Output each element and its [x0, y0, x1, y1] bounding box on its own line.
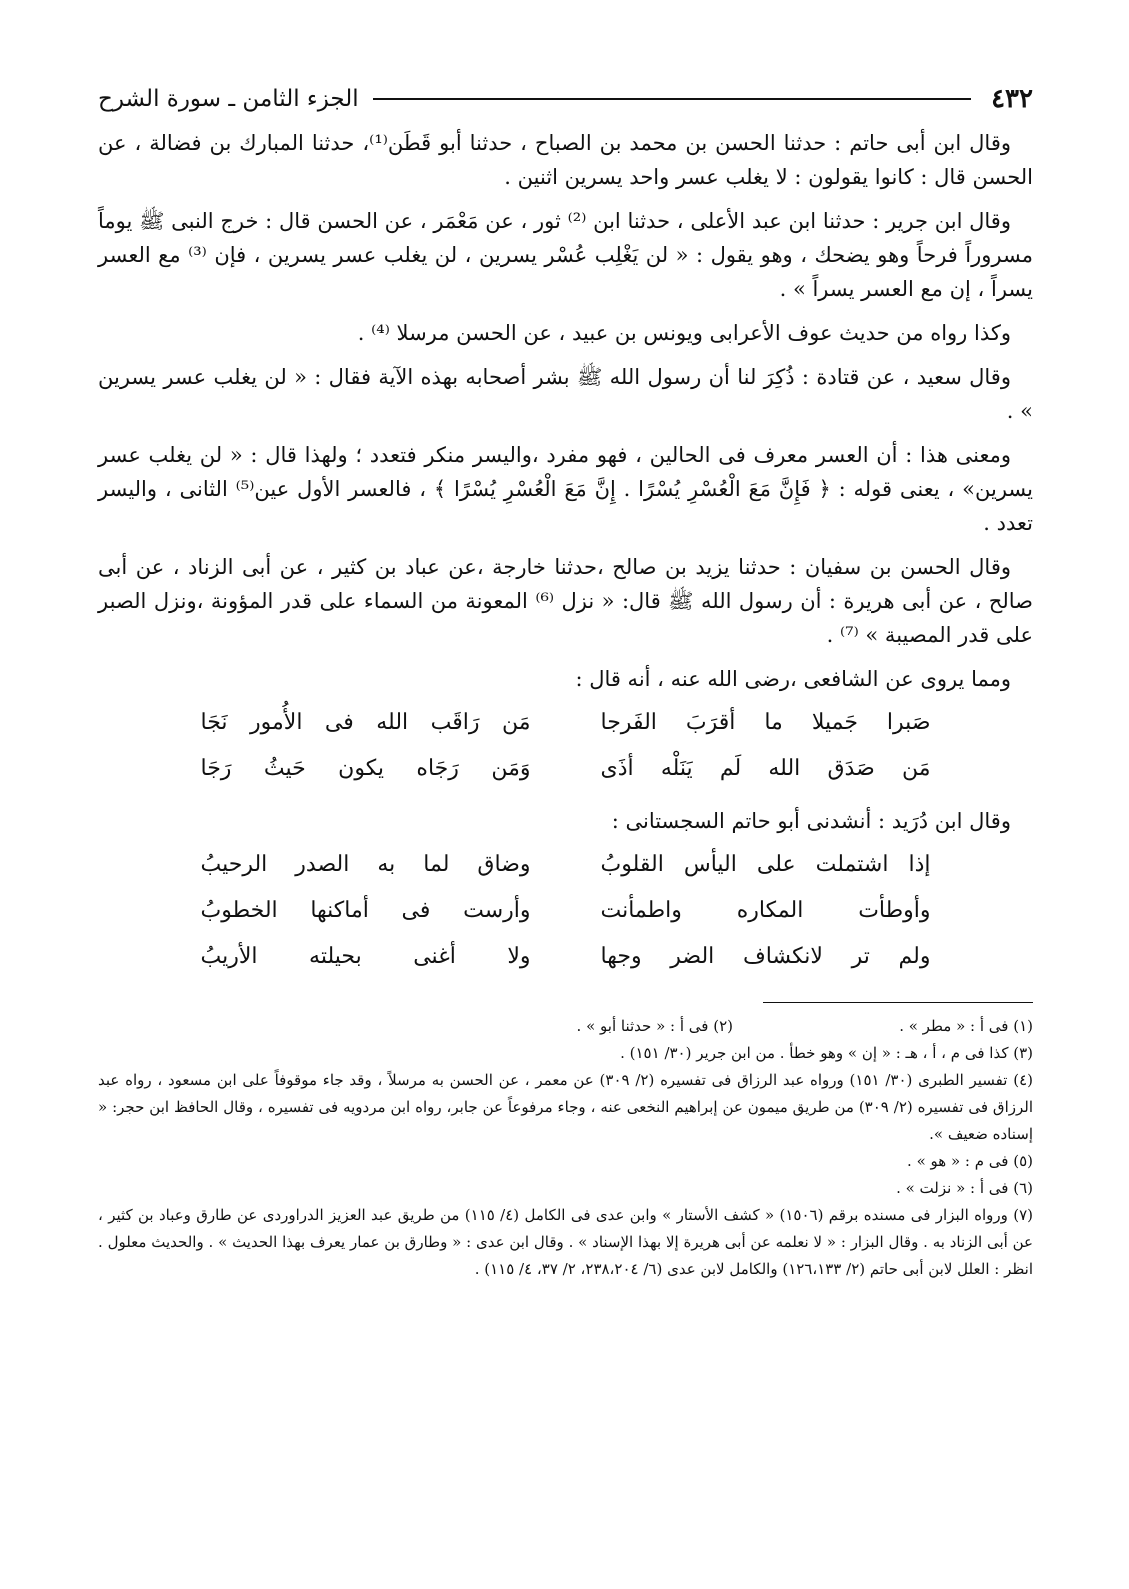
- page-number: ٤٣٢: [991, 84, 1033, 114]
- verse-second-half: مَن رَاقَب الله فى الأُمور نَجَا: [200, 710, 531, 735]
- running-header: [98, 78, 1033, 120]
- paragraph-5: ومعنى هذا : أن العسر معرف فى الحالين ، فهو مفرد ،واليسر منكر فتعدد ؛ ولهذا قال : « لن يغلب عسر يسرين» ، يعنى قوله : ﴿ فَإِنَّ مَعَ الْعُسْرِ يُسْرًا . إِنَّ مَعَ الْعُسْرِ يُسْرًا ﴾ ، فالعسر الأول عين⁽⁵⁾ الثانى ، واليسر تعدد .: [98, 443, 1034, 535]
- footnote-row: [98, 1013, 1033, 1040]
- footnote-7: (٧) ورواه البزار فى مسنده برقم (١٥٠٦) « كشف الأستار » وابن عدى فى الكامل (٤/ ١١٥) من طريق عبد العزيز الدراوردى عن طارق وعباد بن كثير ، عن أبى الزناد به . وقال البزار : « لا نعلمه عن أبى هريرة إلا بهذا الإسناد » . وقال ابن عدى : « وطارق بن عمار يعرف بهذا الحديث » . والحديث معلول . انظر : العلل لابن أبى حاتم (٢/ ١٢٦،١٣٣) والكامل لابن عدى (٦/ ٢٣٨،٢٠٤، ٢/ ٣٧، ٤/ ١١٥) .: [98, 1206, 1033, 1278]
- footnote-3: (٣) كذا فى م ، أ ، هـ : « إن » وهو خطأ . من ابن جرير (٣٠/ ١٥١) .: [620, 1044, 1033, 1062]
- poem-2-intro: وقال ابن دُرَيد : أنشدنى أبو حاتم السجستانى :: [611, 809, 1011, 833]
- footnotes: [98, 1013, 1033, 1283]
- verse-second-half: وأرست فى أماكنها الخطوبُ: [200, 898, 531, 923]
- running-title: الجزء الثامن ـ سورة الشرح: [98, 86, 359, 112]
- verse-first-half: مَن صَدَق الله لَم يَنَلْه أذَى: [600, 756, 931, 781]
- footnote-2: (٢) فى أ : « حدثنا أبو » .: [576, 1017, 733, 1035]
- verse-second-half: وَمَن رَجَاه يكون حَيثُ رَجَا: [200, 756, 531, 781]
- poem-2-verse: [201, 888, 931, 934]
- footnote-1: (١) فى أ : « مطر » .: [899, 1017, 1033, 1035]
- verse-second-half: وضاق لما به الصدر الرحيبُ: [200, 852, 531, 877]
- poem-2-verse: [201, 842, 931, 888]
- poem-1-intro: ومما يروى عن الشافعى ،رضى الله عنه ، أنه قال :: [575, 667, 1011, 691]
- footnote-6: (٦) فى أ : « نزلت » .: [896, 1179, 1033, 1197]
- footnote-5: (٥) فى م : « هو » .: [907, 1152, 1033, 1170]
- verse-first-half: وأوطأت المكاره واطمأنت: [600, 898, 931, 923]
- header-rule: [373, 98, 971, 100]
- main-text: [98, 126, 1033, 980]
- poem-2-verse: [201, 934, 931, 980]
- verse-first-half: إذا اشتملت على اليأس القلوبُ: [600, 852, 931, 877]
- verse-first-half: صَبرا جَميلا ما أقرَبَ الفَرجا: [600, 710, 931, 735]
- footnote-4: (٤) تفسير الطبرى (٣٠/ ١٥١) ورواه عبد الرزاق فى تفسيره (٢/ ٣٠٩) عن معمر ، عن الحسن به مرسلاً ، وقد جاء موقوفاً على ابن مسعود ، رواه عبد الرزاق فى تفسيره (٢/ ٣٠٩) من طريق ميمون عن إبراهيم النخعى عنه ، وجاء مرفوعاً عن جابر، رواه ابن مردويه فى تفسيره ، وقال الحافظ ابن حجر: « إسناده ضعيف ».: [98, 1071, 1033, 1143]
- footnote-separator: [763, 1002, 1033, 1003]
- poem-1-verse: [201, 746, 931, 792]
- poem-1-verse: [201, 700, 931, 746]
- verse-first-half: ولم تر لانكشاف الضر وجها: [600, 944, 931, 969]
- paragraph-6: وقال الحسن بن سفيان : حدثنا يزيد بن صالح ،حدثنا خارجة ،عن عباد بن كثير ، عن أبى الزناد ، عن أبى صالح ، عن أبى هريرة : أن رسول الله ﷺ قال: « نزل ⁽⁶⁾ المعونة من السماء على قدر المؤونة ،ونزل الصبر على قدر المصيبة » ⁽⁷⁾ .: [98, 555, 1033, 647]
- paragraph-2: وقال ابن جرير : حدثنا ابن عبد الأعلى ، حدثنا ابن ⁽²⁾ ثور ، عن مَعْمَر ، عن الحسن قال : خرج النبى ﷺ يوماً مسروراً فرحاً وهو يضحك ، وهو يقول : « لن يَغْلِب عُسْر يسرين ، لن يغلب عسر يسرين ، فإن ⁽³⁾ مع العسر يسراً ، إن مع العسر يسراً » .: [98, 209, 1033, 301]
- paragraph-3: وكذا رواه من حديث عوف الأعرابى ويونس بن عبيد ، عن الحسن مرسلا ⁽⁴⁾ .: [357, 321, 1011, 345]
- paragraph-1: وقال ابن أبى حاتم : حدثنا الحسن بن محمد بن الصباح ، حدثنا أبو قَطَن⁽¹⁾، حدثنا المبارك بن فضالة ، عن الحسن قال : كانوا يقولون : لا يغلب عسر واحد يسرين اثنين .: [98, 131, 1033, 189]
- verse-second-half: ولا أغنى بحيلته الأريبُ: [200, 944, 531, 969]
- book-page: [98, 78, 1033, 1538]
- paragraph-4: وقال سعيد ، عن قتادة : ذُكِرَ لنا أن رسول الله ﷺ بشر أصحابه بهذه الآية فقال : « لن يغلب عسر يسرين » .: [98, 365, 1033, 423]
